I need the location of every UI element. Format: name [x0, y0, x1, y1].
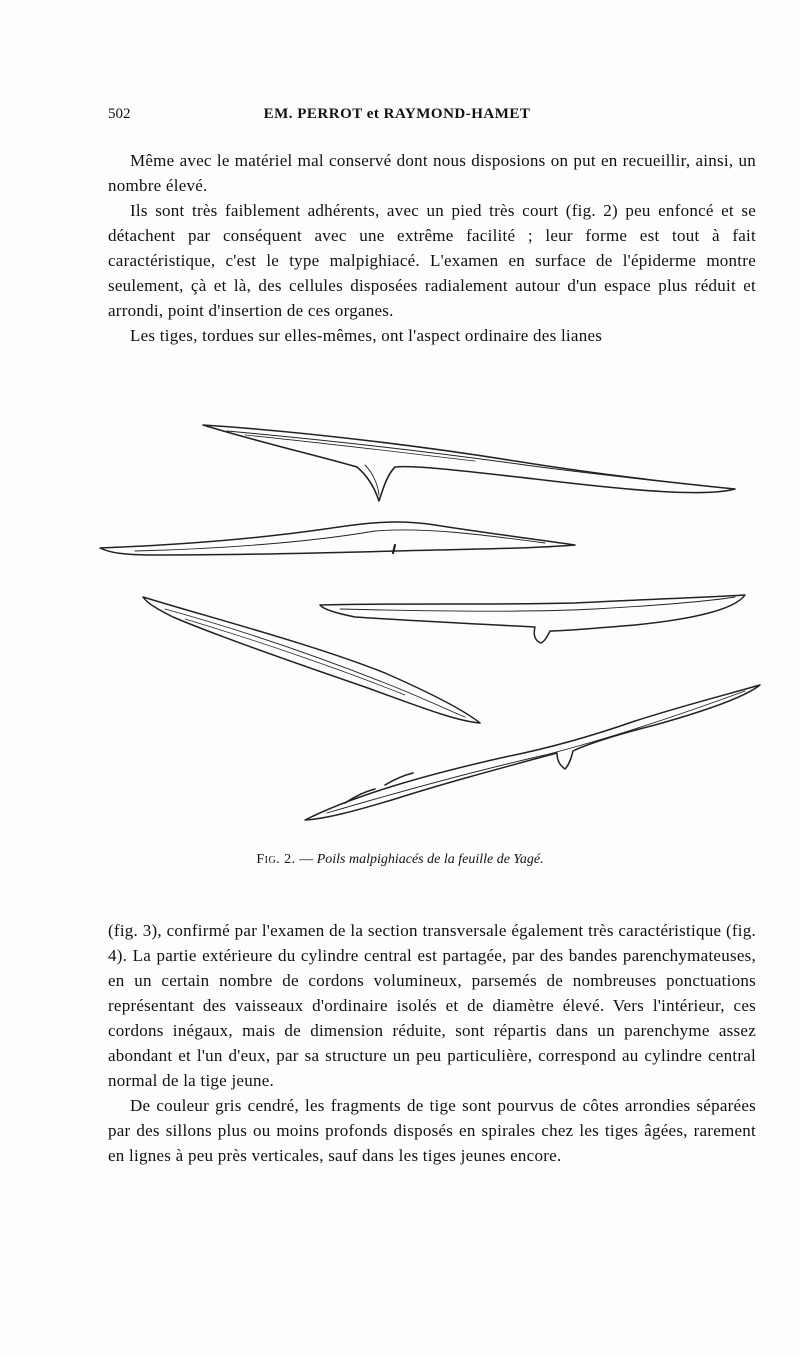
- figure-malpighian-hairs: [95, 405, 775, 835]
- running-head: EM. PERROT et RAYMOND-HAMET: [263, 106, 531, 122]
- malpighian-hair-1: [203, 425, 735, 501]
- figure-caption: [0, 852, 800, 868]
- malpighian-hair-4: [320, 595, 745, 643]
- paragraph: Ils sont très faiblement adhérents, avec un pied très court (fig. 2) peu enfoncé et se détachent par conséquent avec une extrême facilité ; leur forme est tout à fait caractéristique, c'est le type malpighiacé. L'examen en surface de l'épiderme montre seulement, çà et là, des cellules disposées radialement autour d'un espace plus réduit et arrondi, point d'insertion de ces organes.: [108, 201, 756, 320]
- hair-illustration: [95, 405, 775, 835]
- figure-caption-text: Poils malpighiacés de la feuille de Yagé.: [316, 852, 544, 867]
- page-header: [108, 106, 686, 130]
- malpighian-hair-5: [305, 685, 760, 820]
- paragraph: Même avec le matériel mal conservé dont nous disposions on put en recueillir, ainsi, un nombre élevé.: [108, 151, 756, 195]
- caption-dash: —: [295, 852, 317, 867]
- page-number: 502: [108, 106, 131, 122]
- figure-label: Fig. 2.: [256, 852, 296, 867]
- paragraph: De couleur gris cendré, les fragments de tige sont pourvus de côtes arrondies séparées par des sillons plus ou moins profonds disposés en spirales chez les tiges âgées, rarement en lignes à peu près verticales, sauf dans les tiges jeunes encore.: [108, 1096, 756, 1165]
- text-block-top: [108, 148, 756, 348]
- malpighian-hair-2: [100, 522, 575, 555]
- text-block-bottom: [108, 918, 756, 1168]
- paragraph: Les tiges, tordues sur elles-mêmes, ont l'aspect ordinaire des lianes: [130, 326, 603, 345]
- paragraph: (fig. 3), confirmé par l'examen de la section transversale également très caractéristique (fig. 4). La partie extérieure du cylindre central est partagée, par des bandes parenchymateuses, en un certain nombre de cordons volumineux, parsemés de nombreuses ponctuations représentant des vaisseaux d'ordinaire isolés et de diamètre élevé. Vers l'intérieur, ces cordons inégaux, mais de dimension réduite, sont répartis dans un parenchyme assez abondant et l'un d'eux, par sa structure un peu particulière, correspond au cylindre central normal de la tige jeune.: [108, 921, 756, 1090]
- malpighian-hair-3: [143, 597, 480, 723]
